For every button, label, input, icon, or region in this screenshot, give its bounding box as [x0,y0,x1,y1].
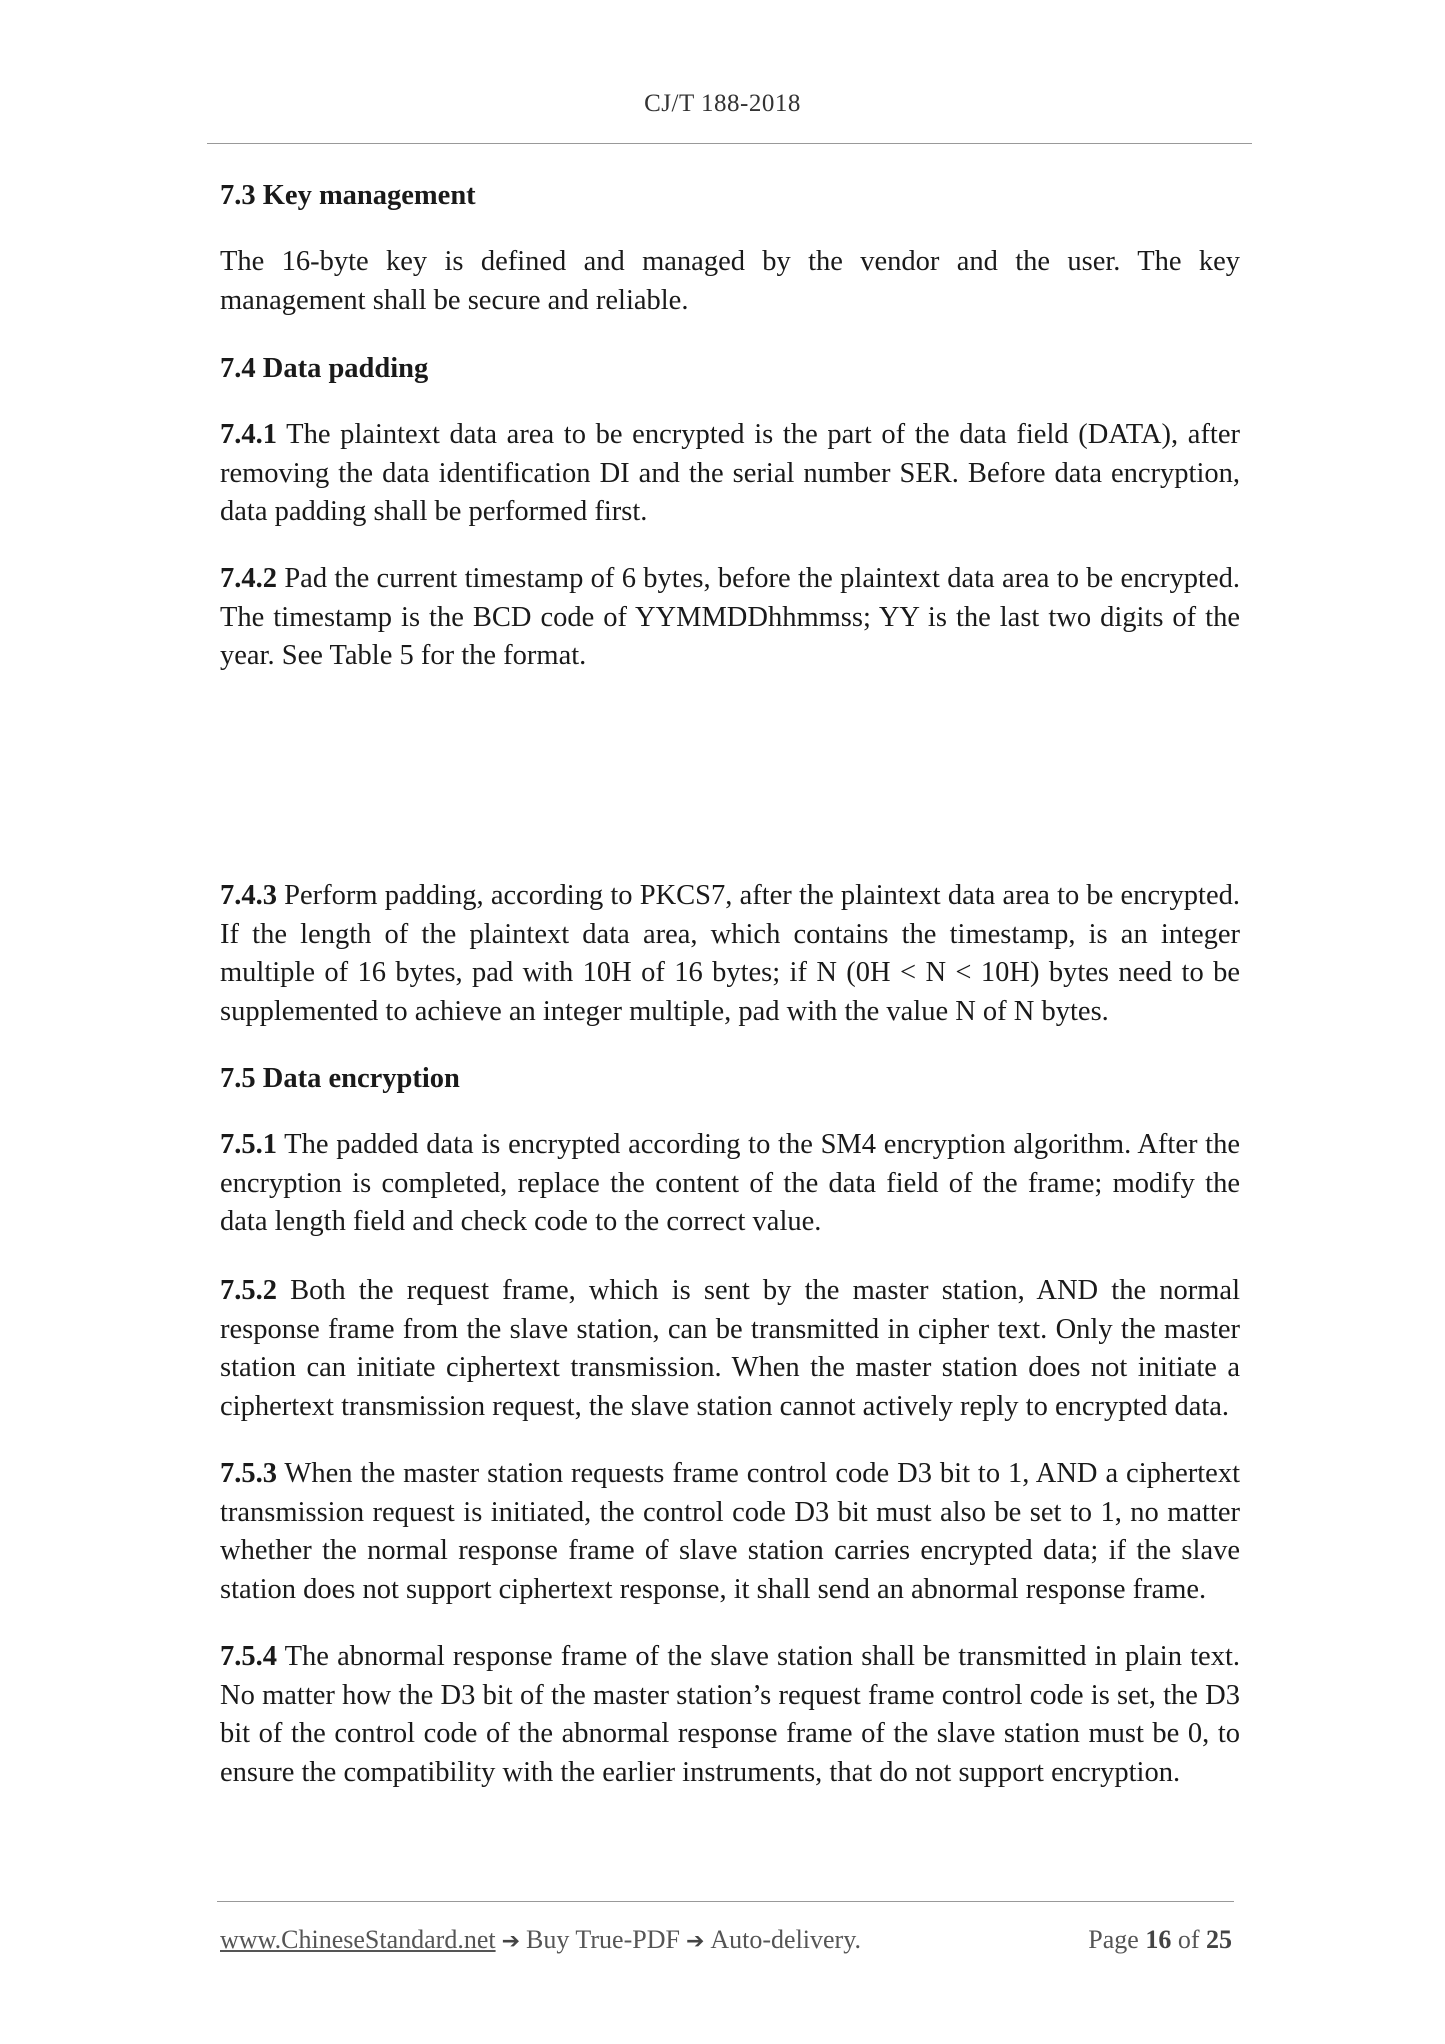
clause-text: Perform padding, according to PKCS7, after the plaintext data area to be encrypted. If the length of the plaintext data area, which contains the timestamp, is an integer multiple of 16 bytes, pad with 10H of 16 bytes; if N (0H < N < 10H) bytes need to be supplemented to achieve an integer multiple, pad with the value N of N bytes. [220,880,1240,1027]
section-heading-7-4: 7.4 Data padding [220,353,429,384]
running-header [0,90,1445,118]
paragraph-7-5-2 [220,1272,1240,1426]
paragraph-7-5-4 [220,1638,1240,1792]
paragraph-7-5-1 [220,1126,1240,1242]
clause-number: 7.5.2 [220,1275,277,1306]
clause-number: 7.5.1 [220,1129,277,1160]
header-divider [207,143,1252,144]
page-total: 25 [1206,1925,1232,1954]
document-id: CJ/T 188-2018 [644,90,801,117]
clause-text: The padded data is encrypted according to the SM4 encryption algorithm. After the encryption is completed, replace the content of the data field of the frame; modify the data length field and check code to the correct value. [220,1129,1240,1237]
section-heading-7-3: 7.3 Key management [220,180,476,211]
page-current: 16 [1145,1925,1172,1954]
footer-promo [220,1922,861,1960]
clause-text: When the master station requests frame control code D3 bit to 1, AND a ciphertext transmission request is initiated, the control code D3 bit must also be set to 1, no matter whether the normal response frame of slave station carries encrypted data; if the slave station does not support ciphertext response, it shall send an abnormal response frame. [220,1458,1240,1605]
clause-text: Pad the current timestamp of 6 bytes, before the plaintext data area to be encrypted. The timestamp is the BCD code of YYMMDDhhmmss; YY is the last two digits of the year. See Table 5 for the format. [220,563,1240,671]
clause-number: 7.4.2 [220,563,277,594]
paragraph-7-4-1 [220,416,1240,532]
site-link[interactable]: www.ChineseStandard.net [220,1925,496,1954]
clause-text: The abnormal response frame of the slave station shall be transmitted in plain text. No matter how the D3 bit of the master station’s request frame control code is set, the D3 bit of the control code of the abnormal response frame of the slave station must be 0, to ensure the compatibility with the earlier instruments, that do not support encryption. [220,1641,1240,1788]
section-heading-7-5: 7.5 Data encryption [220,1063,460,1094]
paragraph-7-4-2 [220,560,1240,676]
clause-text: Both the request frame, which is sent by the master station, AND the normal response frame from the slave station, can be transmitted in cipher text. Only the master station can initiate ciphertext transmission. When the master station does not initiate a ciphertext transmission request, the slave station cannot actively reply to encrypted data. [220,1275,1240,1422]
paragraph-7-3: The 16-byte key is defined and managed by the vendor and the user. The key management shall be secure and reliable. [220,246,1240,316]
page-of: of [1177,1925,1200,1954]
buy-pdf-text: Buy True-PDF [526,1925,680,1954]
right-arrow-icon: ➔ [501,1929,521,1954]
clause-number: 7.5.4 [220,1641,277,1672]
paragraph-7-5-3 [220,1455,1240,1609]
clause-number: 7.4.3 [220,880,277,911]
clause-number: 7.5.3 [220,1458,277,1489]
clause-text: The plaintext data area to be encrypted is the part of the data field (DATA), after removing the data identification DI and the serial number SER. Before data encryption, data padding shall be performed first. [220,419,1240,527]
clause-number: 7.4.1 [220,419,277,450]
auto-delivery-text: Auto-delivery. [710,1925,862,1954]
page-number [1088,1922,1232,1958]
footer-divider [217,1901,1234,1902]
page-label: Page [1088,1925,1139,1954]
right-arrow-icon: ➔ [685,1929,705,1954]
paragraph-7-4-3 [220,877,1240,1031]
